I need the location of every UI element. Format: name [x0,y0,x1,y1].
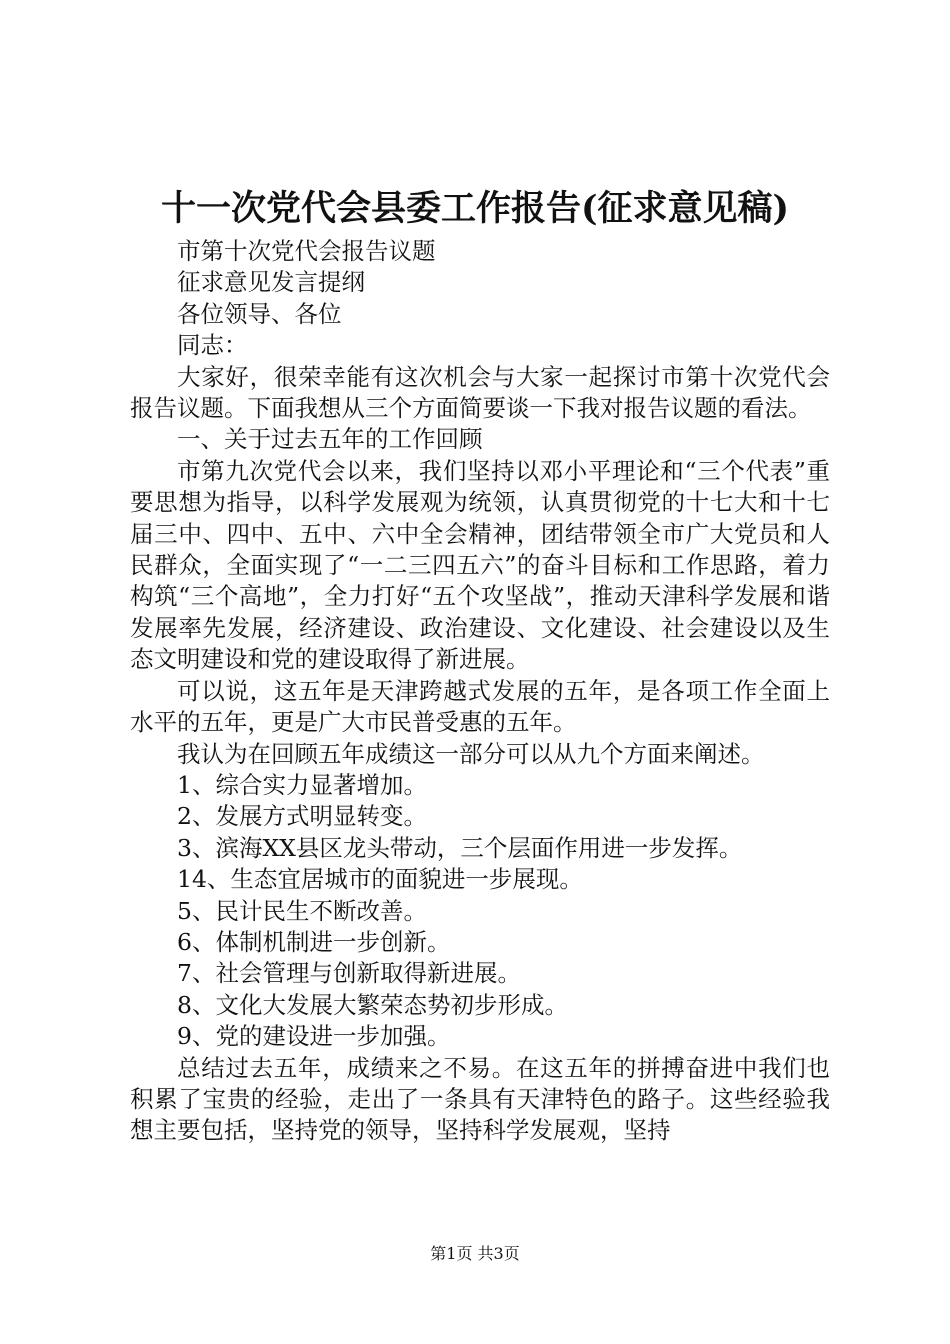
list-item: 8、文化大发展大繁荣态势初步形成。 [177,990,568,1019]
paragraph: 大家好，很荣幸能有这次机会与大家一起探讨市第十次党代会报告议题。下面我想从三个方面简要谈一下我对报告议题的看法。 [130,362,830,423]
paragraph: 市第十次党代会报告议题 [177,237,436,265]
section-heading: 一、关于过去五年的工作回顾 [177,425,483,454]
paragraph: 征求意见发言提纲 [177,268,365,297]
list-item: 9、党的建设进一步加强。 [177,1022,451,1051]
list-item: 1、综合实力显著增加。 [177,770,427,799]
list-item: 3、滨海XX县区龙头带动，三个层面作用进一步发挥。 [177,833,743,862]
paragraph: 可以说，这五年是天津跨越式发展的五年，是各项工作全面上水平的五年，更是广大市民普受惠的五年。 [130,676,830,737]
paragraph: 总结过去五年，成绩来之不易。在这五年的拼搏奋进中我们也积累了宝贵的经验，走出了一条具有天津特色的路子。这些经验我想主要包括，坚持党的领导，坚持科学发展观，坚持 [130,1053,830,1145]
list-item: 2、发展方式明显转变。 [177,802,427,831]
paragraph: 我认为在回顾五年成绩这一部分可以从九个方面来阐述。 [177,739,765,768]
list-item: 14、生态宜居城市的面貌进一步展现。 [177,865,583,894]
document-body [130,236,830,1147]
document-title: 十一次党代会县委工作报告(征求意见稿) [160,188,790,229]
paragraph: 各位领导、各位 [177,299,342,328]
paragraph: 同志： [177,331,248,360]
page-footer: 第1页 共3页 [430,1244,520,1263]
list-item: 7、社会管理与创新取得新进展。 [177,959,521,988]
list-item: 6、体制机制进一步创新。 [177,927,451,956]
paragraph: 市第九次党代会以来，我们坚持以邓小平理论和“三个代表”重要思想为指导，以科学发展观为统领，认真贯彻党的十七大和十七届三中、四中、五中、六中全会精神，团结带领全市广大党员和人民群众，全面实现了“一二三四五六”的奋斗目标和工作思路，着力构筑“三个高地”，全力打好“五个攻坚战”，推动天津科学发展和谐发展率先发展，经济建设、政治建设、文化建设、社会建设以及生态文明建设和党的建设取得了新进展。 [130,456,830,674]
list-item: 5、民计民生不断改善。 [177,896,427,925]
